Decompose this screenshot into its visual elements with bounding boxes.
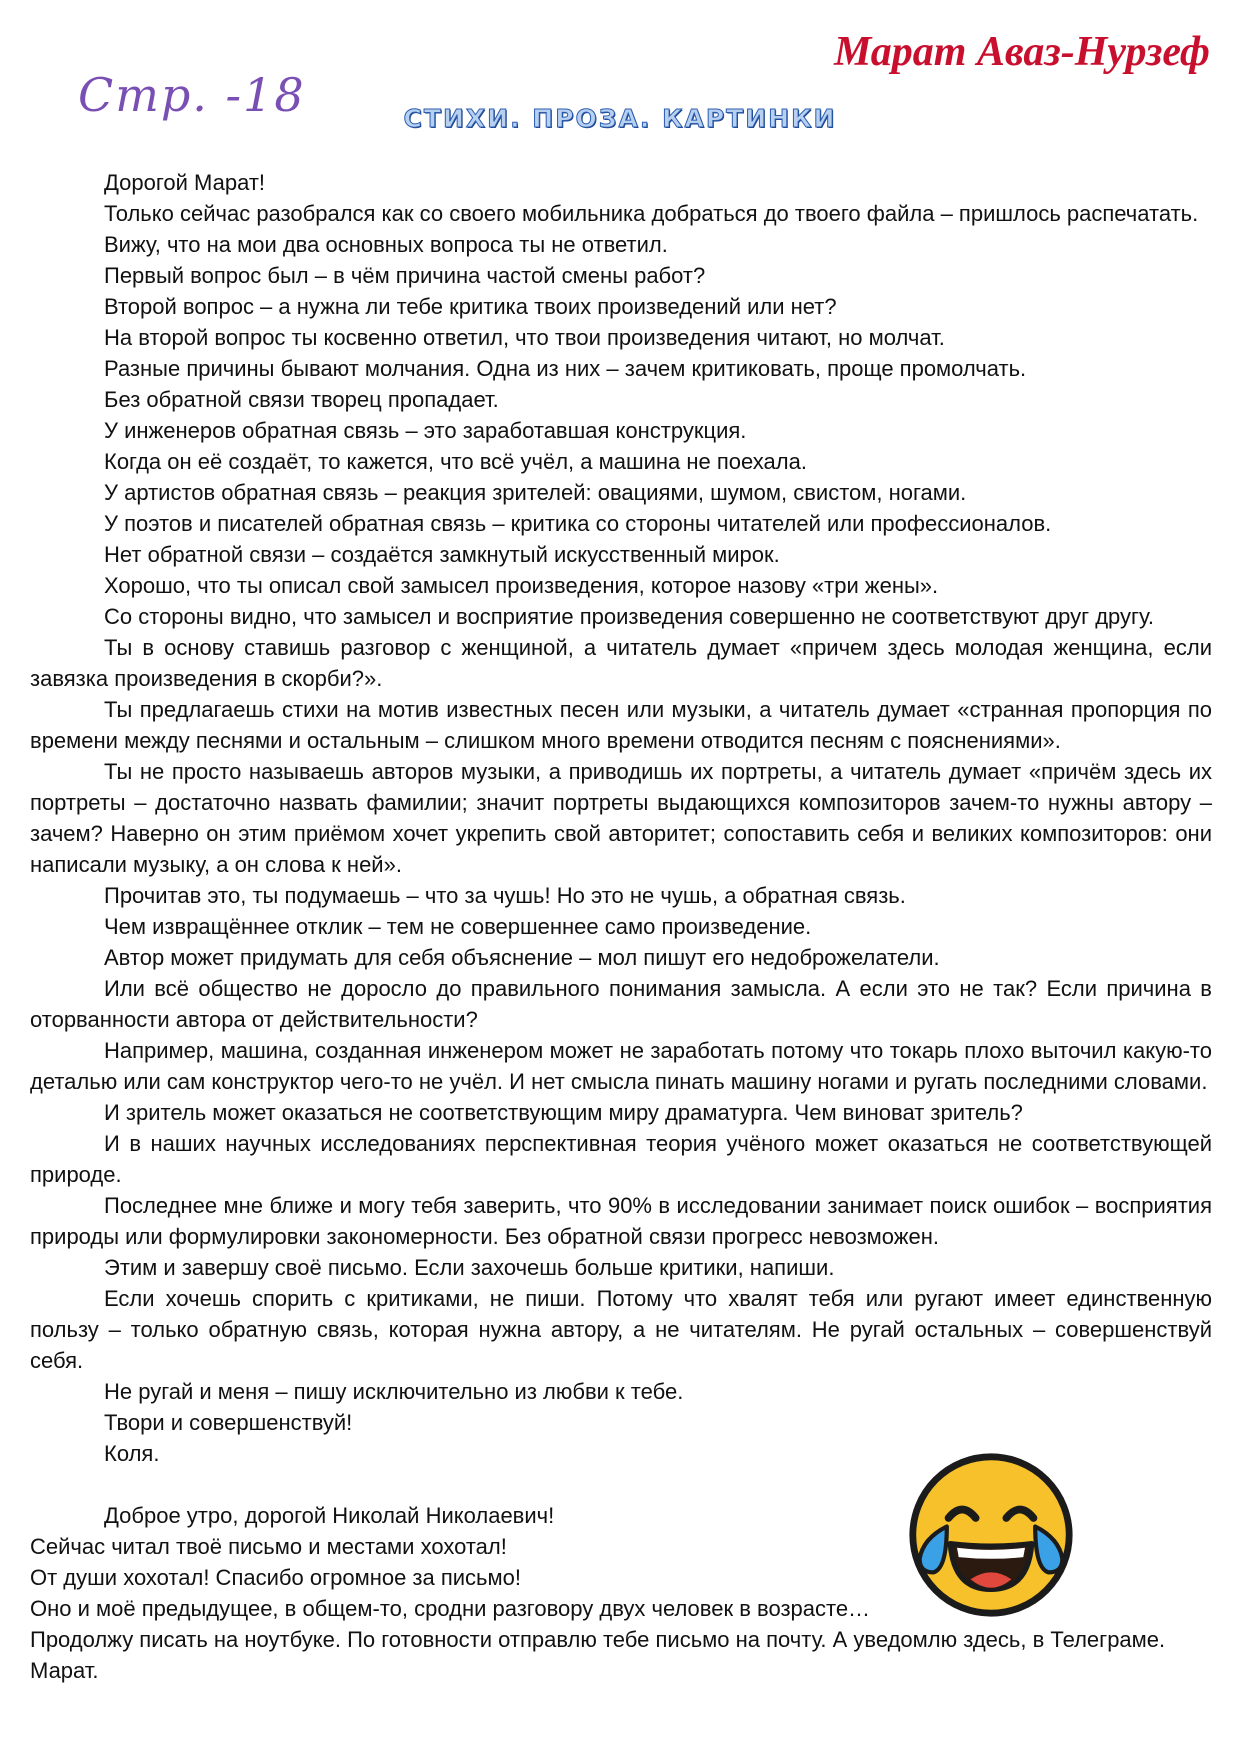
- paragraph: Без обратной связи творец пропадает.: [104, 387, 499, 412]
- paragraph: Второй вопрос – а нужна ли тебе критика твоих произведений или нет?: [104, 294, 837, 319]
- page-number: Стр. -18: [78, 68, 306, 122]
- paragraph: У инженеров обратная связь – это заработавшая конструкция.: [104, 418, 747, 443]
- reply-greeting: Доброе утро, дорогой Николай Николаевич!: [104, 1503, 555, 1528]
- paragraph: Автор может придумать для себя объяснение – мол пишут его недоброжелатели.: [104, 945, 940, 970]
- paragraph: И в наших научных исследованиях перспективная теория учёного может оказаться не соответствующей природе.: [30, 1131, 1212, 1187]
- paragraph: Разные причины бывают молчания. Одна из них – зачем критиковать, проще промолчать.: [104, 356, 1027, 381]
- paragraph: Только сейчас разобрался как со своего мобильника добраться до твоего файла – пришлось распечатать.: [104, 201, 1199, 226]
- paragraph: Чем извращённее отклик – тем не совершеннее само произведение.: [104, 914, 812, 939]
- paragraph: Нет обратной связи – создаётся замкнутый искусственный мирок.: [104, 542, 780, 567]
- paragraph: Ты предлагаешь стихи на мотив известных песен или музыки, а читатель думает «странная пропорция по времени между песнями и остальным – слишком много времени отводится песням с пояснениями».: [30, 697, 1212, 753]
- paragraph: Твори и совершенствуй!: [104, 1410, 353, 1435]
- reply-line: От души хохотал! Спасибо огромное за письмо!: [30, 1565, 521, 1590]
- paragraph: Когда он её создаёт, то кажется, что всё учёл, а машина не поехала.: [104, 449, 807, 474]
- paragraph: Прочитав это, ты подумаешь – что за чушь! Но это не чушь, а обратная связь.: [104, 883, 906, 908]
- paragraph: Последнее мне ближе и могу тебя заверить, что 90% в исследовании занимает поиск ошибок – восприятия природы или формулировки закономерности. Без обратной связи прогресс невозможен.: [30, 1193, 1212, 1249]
- paragraph: Ты в основу ставишь разговор с женщиной, а читатель думает «причем здесь молодая женщина, если завязка произведения в скорби?».: [30, 635, 1212, 691]
- paragraph: Со стороны видно, что замысел и восприятие произведения совершенно не соответствуют друг другу.: [104, 604, 1154, 629]
- paragraph: Хорошо, что ты описал свой замысел произведения, которое назову «три жены».: [104, 573, 939, 598]
- paragraph: На второй вопрос ты косвенно ответил, что твои произведения читают, но молчат.: [104, 325, 945, 350]
- paragraph: И зритель может оказаться не соответствующим миру драматурга. Чем виноват зритель?: [104, 1100, 1023, 1125]
- paragraph: Дорогой Марат!: [104, 170, 266, 195]
- paragraph: Если хочешь спорить с критиками, не пиши. Потому что хвалят тебя или ругают имеет единственную пользу – только обратную связь, которая нужна автору, а не читателям. Не ругай остальных – совершенствуй себя.: [30, 1286, 1212, 1373]
- tears-of-joy-emoji-icon: [906, 1450, 1076, 1620]
- paragraph: Не ругай и меня – пишу исключительно из любви к тебе.: [104, 1379, 684, 1404]
- paragraph: Или всё общество не доросло до правильного понимания замысла. А если это не так? Если причина в оторванности автора от действительности?: [30, 976, 1212, 1032]
- paragraph: Этим и завершу своё письмо. Если захочешь больше критики, напиши.: [104, 1255, 835, 1280]
- paragraph: Ты не просто называешь авторов музыки, а приводишь их портреты, а читатель думает «причём здесь их портреты – достаточно назвать фамилии; значит портреты выдающихся композиторов зачем-то нужны автору – зачем? Наверно он этим приёмом хочет укрепить свой авторитет; сопоставить себя и великих композиторов: они написали музыку, а он слова к ней».: [30, 759, 1212, 877]
- author-name: Марат Аваз-Нурзеф: [833, 29, 1210, 75]
- reply-line: Продолжу писать на ноутбуке. По готовности отправлю тебе письмо на почту. А уведомлю здесь, в Телеграме.: [30, 1627, 1166, 1652]
- paragraph: У поэтов и писателей обратная связь – критика со стороны читателей или профессионалов.: [104, 511, 1052, 536]
- section-title: СТИХИ. ПРОЗА. КАРТИНКИ: [403, 104, 837, 133]
- reply-line: Оно и моё предыдущее, в общем-то, сродни разговору двух человек в возрасте…: [30, 1596, 871, 1621]
- reply-line: Сейчас читал твоё письмо и местами хохотал!: [30, 1534, 507, 1559]
- paragraph: Например, машина, созданная инженером может не заработать потому что токарь плохо выточил какую-то деталью или сам конструктор чего-то не учёл. И нет смысла пинать машину ногами и ругать последними словами.: [30, 1038, 1212, 1094]
- paragraph: У артистов обратная связь – реакция зрителей: овациями, шумом, свистом, ногами.: [104, 480, 967, 505]
- paragraph: Вижу, что на мои два основных вопроса ты не ответил.: [104, 232, 668, 257]
- paragraph: Коля.: [104, 1441, 160, 1466]
- paragraph: Первый вопрос был – в чём причина частой смены работ?: [104, 263, 706, 288]
- reply-signature: Марат.: [30, 1658, 99, 1683]
